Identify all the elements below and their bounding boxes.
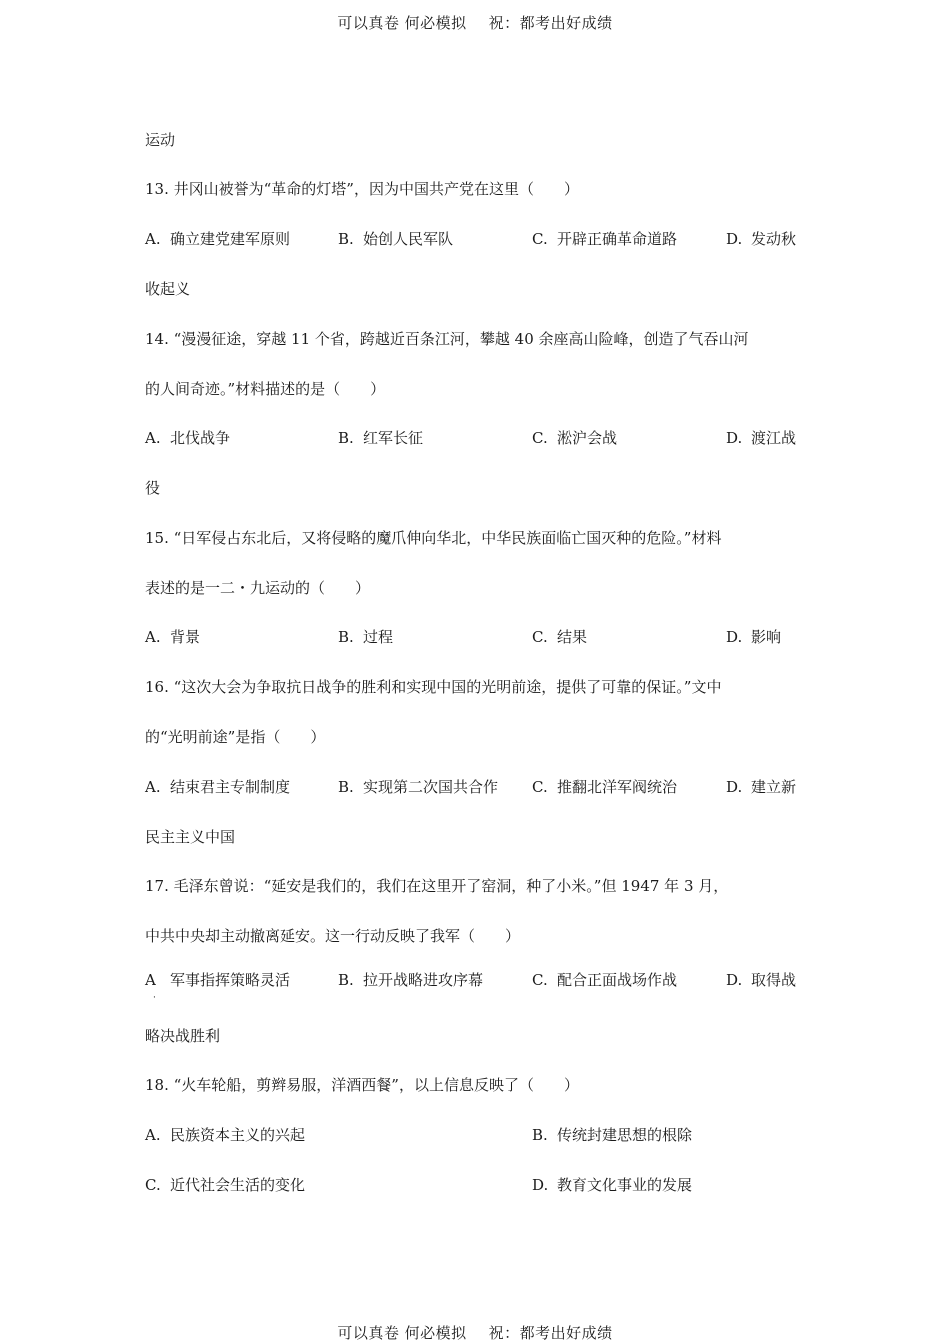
- question-15-stem-line-1: 15. “日军侵占东北后，又将侵略的魔爪伸向华北，中华民族面临亡国灭种的危险。”材料: [145, 529, 722, 547]
- q15-option-b[interactable]: B. 过程: [338, 628, 394, 646]
- q14-option-d-wrap: 役: [145, 479, 161, 497]
- q13-option-a[interactable]: A. 确立建党建军原则: [145, 230, 291, 248]
- q18-option-d[interactable]: D. 教育文化事业的发展: [532, 1176, 693, 1194]
- q17-option-c[interactable]: C. 配合正面战场作战: [532, 971, 678, 989]
- q16-option-b[interactable]: B. 实现第二次国共合作: [338, 778, 499, 796]
- question-15-stem-line-2: 表述的是一二・九运动的（ ）: [145, 579, 371, 597]
- q15-option-c[interactable]: C. 结果: [532, 628, 588, 646]
- q16-option-c[interactable]: C. 推翻北洋军阀统治: [532, 778, 678, 796]
- q14-option-c[interactable]: C. 淞沪会战: [532, 429, 618, 447]
- q17-stray-dot: ·: [153, 993, 156, 1003]
- q17-option-d-wrap: 略决战胜利: [145, 1027, 221, 1045]
- question-14-stem-line-2: 的人间奇迹。”材料描述的是（ ）: [145, 380, 386, 398]
- q13-option-c[interactable]: C. 开辟正确革命道路: [532, 230, 678, 248]
- q18-option-c[interactable]: C. 近代社会生活的变化: [145, 1176, 306, 1194]
- page-footer: [0, 1322, 950, 1343]
- q13-option-d[interactable]: D. 发动秋: [726, 230, 797, 248]
- q13-option-b[interactable]: B. 始创人民军队: [338, 230, 454, 248]
- carry-over-text: 运动: [145, 131, 176, 149]
- q14-option-b[interactable]: B. 红军长征: [338, 429, 424, 447]
- footer-slogan-left: 可以真卷 何必模拟: [337, 1324, 467, 1342]
- q17-option-b[interactable]: B. 拉开战略进攻序幕: [338, 971, 484, 989]
- question-14-stem-line-1: 14. “漫漫征途，穿越 11 个省，跨越近百条江河，攀越 40 余座高山险峰，创造了气吞山河: [145, 330, 749, 348]
- header-slogan-left: 可以真卷 何必模拟: [337, 14, 467, 32]
- header-slogan-right: 祝：都考出好成绩: [488, 14, 613, 32]
- q16-option-d[interactable]: D. 建立新: [726, 778, 797, 796]
- q18-option-b[interactable]: B. 传统封建思想的根除: [532, 1126, 693, 1144]
- q16-option-a[interactable]: A. 结束君主专制制度: [145, 778, 291, 796]
- q17-option-d[interactable]: D. 取得战: [726, 971, 797, 989]
- q15-option-d[interactable]: D. 影响: [726, 628, 782, 646]
- q14-option-d[interactable]: D. 渡江战: [726, 429, 797, 447]
- q14-option-a[interactable]: A. 北伐战争: [145, 429, 231, 447]
- q16-option-d-wrap: 民主主义中国: [145, 828, 236, 846]
- q18-option-a[interactable]: A. 民族资本主义的兴起: [145, 1126, 306, 1144]
- question-17-stem-line-2: 中共中央却主动撤离延安。这一行动反映了我军（ ）: [145, 927, 521, 945]
- question-17-stem-line-1: 17. 毛泽东曾说：“延安是我们的，我们在这里开了窑洞，种了小米。”但 1947 年 3 月，: [145, 877, 729, 895]
- question-18-stem: 18. “火车轮船，剪辫易服，洋酒西餐”，以上信息反映了（ ）: [145, 1076, 579, 1094]
- question-16-stem-line-1: 16. “这次大会为争取抗日战争的胜利和实现中国的光明前途，提供了可靠的保证。”文中: [145, 678, 722, 696]
- question-13-stem: 13. 井冈山被誉为“革命的灯塔”，因为中国共产党在这里（ ）: [145, 180, 579, 198]
- q15-option-a[interactable]: A. 背景: [145, 628, 201, 646]
- question-16-stem-line-2: 的“光明前途”是指（ ）: [145, 728, 326, 746]
- page-header: [0, 12, 950, 33]
- q17-option-a[interactable]: A 军事指挥策略灵活: [145, 971, 291, 989]
- footer-slogan-right: 祝：都考出好成绩: [488, 1324, 613, 1342]
- q13-option-d-wrap: 收起义: [145, 280, 191, 298]
